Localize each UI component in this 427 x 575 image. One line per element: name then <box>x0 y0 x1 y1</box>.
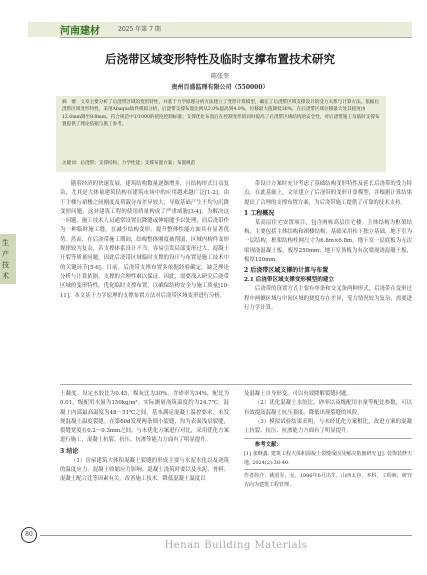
issue-label: 2025 年第 7 期 <box>118 26 161 33</box>
section-3-heading: 3 结论 <box>60 447 79 455</box>
author-bio: 作者简介：姚国军，女，1986年6月出生，山西太谷，本科，工程师，研究方向为建筑工程管理。 <box>244 473 412 488</box>
references-rule <box>244 438 412 439</box>
intro-paragraph: 随着经济的快速发展，建筑结构数量逐渐增多，且结构形式日益复杂，尤其是大体量建筑结构在建筑市场中的应用越来越广泛[1-2]。由于主楼与裙楼之间刚度及荷载分布差异较大，导致基础产生不均匀沉降变形问题，这对建筑工程的使用质量构成了严重威胁[3-4]。为解决这一问题，施工技术人员通常设置沉降缝或伸缩缝予以处理，而后浇带作为一种临时施工缝，在减少结构变形、提升整体性能方面具有显著优势。然而，在后浇带施工期间，结构整体刚度被削弱，区域内构件变形规律较为复杂，若支撑体系设计不当，容易引发局部变形过大、混凝土开裂等质量问题，因此后浇带区域临时支撑的设计与布置是施工技术中的关键环节[5-6]。目前，后浇带支撑布置多依据经验确定，缺乏理论分析与计算依据，支撑的合理性难以保证。因此，需要深入研究后浇带区域的变形特性，优化临时支撑布置，以确保结构安全与施工质量[10-11]。本文基于力学原理的支撑布置方法对后浇带区域变形进行分析。 <box>60 181 229 299</box>
author-name: 陈张奎 <box>210 73 229 80</box>
header-rule <box>60 37 412 38</box>
journal-logo: 河南建材 <box>60 26 100 37</box>
results-paragraph: 土凝度。设定水胶比为0.45，煤灰比为30%，含砂率为34%，配比为0.01，级配用水量为150kg/m³。实际测量浇筑温度约为24.7℃，混凝土内部最高温度为48～51℃之间，基本满足混凝土温控要求，未发现混凝土温度裂缝。在第60d发现两条细小裂缝，均为表面浅层裂缝，裂缝宽度在0.2～0.3mm之间。与未优化方案进行对比，采用优化方案进行施工，混凝土抗裂、抗压、抗渗等能力方面有了明显提升。 <box>60 391 229 444</box>
conclusion-3: （3）模拟试验结果表明，与未经优化方案相比，改进方案的混凝土抗裂、抗压、抗渗能力方面有了明显提升。 <box>244 418 412 435</box>
column-left-upper <box>60 180 229 382</box>
article-title: 后浇带区域变形特性及临时支撑布置技术研究 <box>105 52 335 66</box>
intro-continued: 带设计方案时充分考虑了基础结构变形特性及延长后浇带的受力特点。在此基础上，文章建立了后浇带的变形计算模型，并根据计算结果提出了合理的支撑布置方案，为后浇带施工提供了可靠的技术支持。 <box>244 181 412 206</box>
column-right-upper <box>244 180 412 382</box>
page-divider <box>60 384 412 385</box>
column-right-lower <box>244 390 412 524</box>
column-left-lower <box>60 390 229 524</box>
journal-english-name: Henan Building Materials <box>164 540 308 551</box>
side-label: 生产技术 <box>2 239 9 280</box>
page-number: 80 <box>21 527 37 543</box>
conclusion-1: （1）房屋建筑大体积混凝土裂缝的形成主要与水泥水化以及浇筑的温度应力、混凝土收缩应力影响。混凝土浇筑时要以及水泥、骨料、混凝土配合比等因素有关，改善施工技术，降低混凝土温度以 <box>60 457 229 483</box>
conclusion-1-continued: 及混凝土自身形变，可以有效降解裂缝问题。 <box>244 391 352 397</box>
conclusion-2: （2）优化混凝土水胶比、砂率以及级配用水量等配比参数，可以有效提高混凝土抗压强度，降低出现裂缝的风险。 <box>244 400 412 416</box>
footer-rule <box>40 535 412 536</box>
section-1-heading: 1 工程概况 <box>244 209 275 217</box>
references-heading: 参考文献： <box>254 442 282 449</box>
section-2-1-heading: 2.1 后浇带区域支撑变形模型的建立 <box>244 277 334 284</box>
section-2-1-body: 后浇带的设置方式主要有单条和交叉条两种形式，后浇带在变形过程中两侧区域与中间区域的挠度存在差异，受力情况较为复杂，需要进行力学计算。 <box>244 286 412 311</box>
abstract: 摘 要：文章主要分析了后浇带区域的变形特性，并基于力学原理分析方法建立了变形计算模型，确定了后浇带区域支撑设计的受力关系与计算方法。依据后浇带区域变形特性，采用Abaqus软件模拟分析，后浇带支撑布置比例从2.0%提高到4.0%，位移最大值降低30%，在后浇带区域位移最大处其挠度由12.6mm降至8.8mm，符合规范中1/1000的挠度控制标准；支撑优化布置后在控制变形的同时提高了后浇带区域结构的安全性，对后浇带施工及临时支撑布置提供了理论依据与施工参考。 <box>62 100 380 128</box>
keywords: 关键词：后浇带；支撑结构；力学性能；支撑布置方案；布置规范 <box>62 161 196 166</box>
author-affiliation: 贵州百盛监理有限公司（550000） <box>171 84 269 91</box>
bio-rule <box>244 469 412 470</box>
section-2-heading: 2 后浇带区域支撑的计算与布置 <box>244 267 329 275</box>
section-1-body: 某高层住宅安置项目，包含两栋高层住宅楼。主体结构为框架结构，主要包括主体结构和裙楼结构，基础采用柱下独立基础，地下室为一层结构，框架结构柱网尺寸为6.8m×6.8m，地下室一层底板为无次梁现浇混凝土板，板厚250mm；地下室顶板为有次梁现浇混凝土板，板厚120mm。 <box>244 219 412 264</box>
reference-item: [1] 张继鑫. 建筑工程大体积混凝土裂缝成因及解决措施研究 [J]. 装饰装修天地, 2024(2):38-40. <box>244 451 412 466</box>
